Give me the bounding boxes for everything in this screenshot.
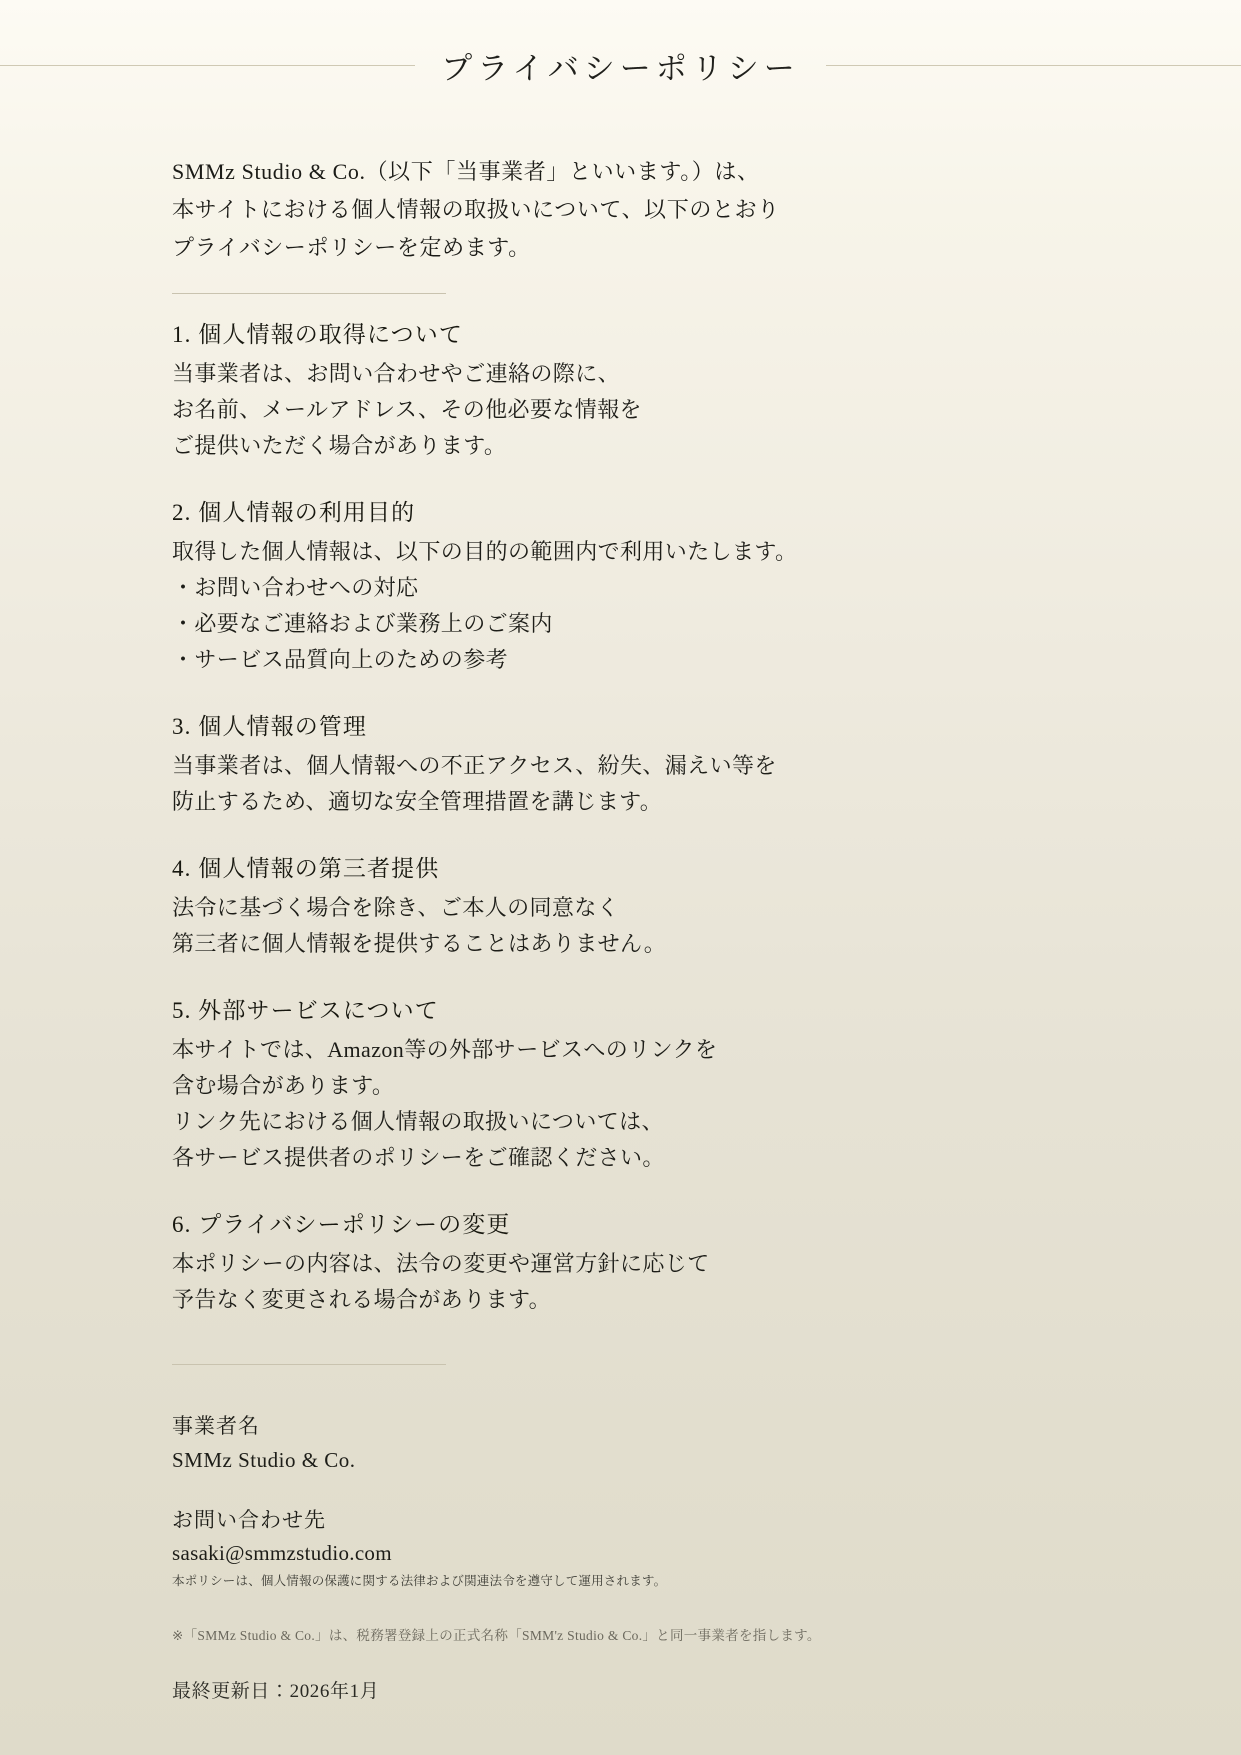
clause-line: 本サイトでは、Amazon等の外部サービスへのリンクを — [172, 1036, 718, 1062]
clause-2 — [172, 494, 1241, 678]
page-title-row — [0, 0, 1241, 109]
page-title: プライバシーポリシー — [441, 50, 800, 86]
clause-heading: 6. プライバシーポリシーの変更 — [172, 1211, 511, 1237]
compliance-note: 本ポリシーは、個人情報の保護に関する法律および関連法令を遵守して運用されます。 — [172, 1573, 667, 1588]
trade-name-note: ※「SMMz Studio & Co.」は、税務署登録上の正式名称「SMM'z Studio & Co.」と同一事業者を指します。 — [172, 1627, 821, 1643]
clause-body — [172, 748, 1241, 820]
clause-line: 法令に基づく場合を除き、ご本人の同意なく — [172, 894, 620, 920]
clause-5 — [172, 992, 1241, 1176]
clause-body — [172, 356, 1241, 464]
clause-bullet: ・お問い合わせへの対応 — [172, 574, 419, 600]
title-rule-right — [826, 65, 1241, 66]
clause-line: 取得した個人情報は、以下の目的の範囲内で利用いたします。 — [172, 538, 798, 564]
clause-line: 予告なく変更される場合があります。 — [172, 1286, 552, 1312]
business-name-label: 事業者名 — [172, 1413, 260, 1438]
contact-email[interactable]: sasaki@smmzstudio.com — [172, 1540, 392, 1565]
intro-paragraph — [172, 153, 1241, 267]
contact-info — [172, 1503, 1241, 1591]
clause-body — [172, 890, 1241, 962]
section-divider-bottom — [172, 1364, 446, 1365]
business-info — [172, 1409, 1241, 1477]
clause-bullet: ・サービス品質向上のための参考 — [172, 646, 509, 672]
clause-heading: 1. 個人情報の取得について — [172, 321, 463, 347]
clause-line: ご提供いただく場合があります。 — [172, 432, 507, 458]
clause-1 — [172, 316, 1241, 464]
clause-heading: 2. 個人情報の利用目的 — [172, 499, 416, 525]
clause-line: 防止するため、適切な安全管理措置を講じます。 — [172, 788, 663, 814]
last-updated: 最終更新日：2026年1月 — [172, 1680, 380, 1702]
clause-line: お名前、メールアドレス、その他必要な情報を — [172, 396, 642, 422]
intro-line: 本サイトにおける個人情報の取扱いについて、以下のとおり — [172, 196, 780, 222]
intro-line: SMMz Studio & Co.（以下「当事業者」といいます。）は、 — [172, 158, 760, 184]
clause-line: リンク先における個人情報の取扱いについては、 — [172, 1108, 664, 1134]
clause-6 — [172, 1206, 1241, 1318]
contact-label: お問い合わせ先 — [172, 1507, 326, 1532]
clause-line: 本ポリシーの内容は、法令の変更や運営方針に応じて — [172, 1250, 710, 1276]
clause-body — [172, 534, 1241, 678]
clause-4 — [172, 850, 1241, 962]
policy-content — [0, 153, 1241, 1707]
clause-heading: 4. 個人情報の第三者提供 — [172, 855, 440, 881]
clause-body — [172, 1032, 1241, 1176]
clause-line: 含む場合があります。 — [172, 1072, 395, 1098]
clause-line: 第三者に個人情報を提供することはありません。 — [172, 930, 667, 956]
clause-line: 当事業者は、個人情報への不正アクセス、紛失、漏えい等を — [172, 752, 777, 778]
clause-3 — [172, 708, 1241, 820]
intro-line: プライバシーポリシーを定めます。 — [172, 234, 531, 260]
clause-heading: 3. 個人情報の管理 — [172, 713, 367, 739]
clause-heading: 5. 外部サービスについて — [172, 997, 439, 1023]
clause-line: 当事業者は、お問い合わせやご連絡の際に、 — [172, 360, 621, 386]
clause-line: 各サービス提供者のポリシーをご確認ください。 — [172, 1144, 665, 1170]
clause-bullet: ・必要なご連絡および業務上のご案内 — [172, 610, 553, 636]
clause-body — [172, 1246, 1241, 1318]
section-divider-top — [172, 293, 446, 294]
business-name-value: SMMz Studio & Co. — [172, 1447, 356, 1472]
title-rule-left — [0, 65, 415, 66]
